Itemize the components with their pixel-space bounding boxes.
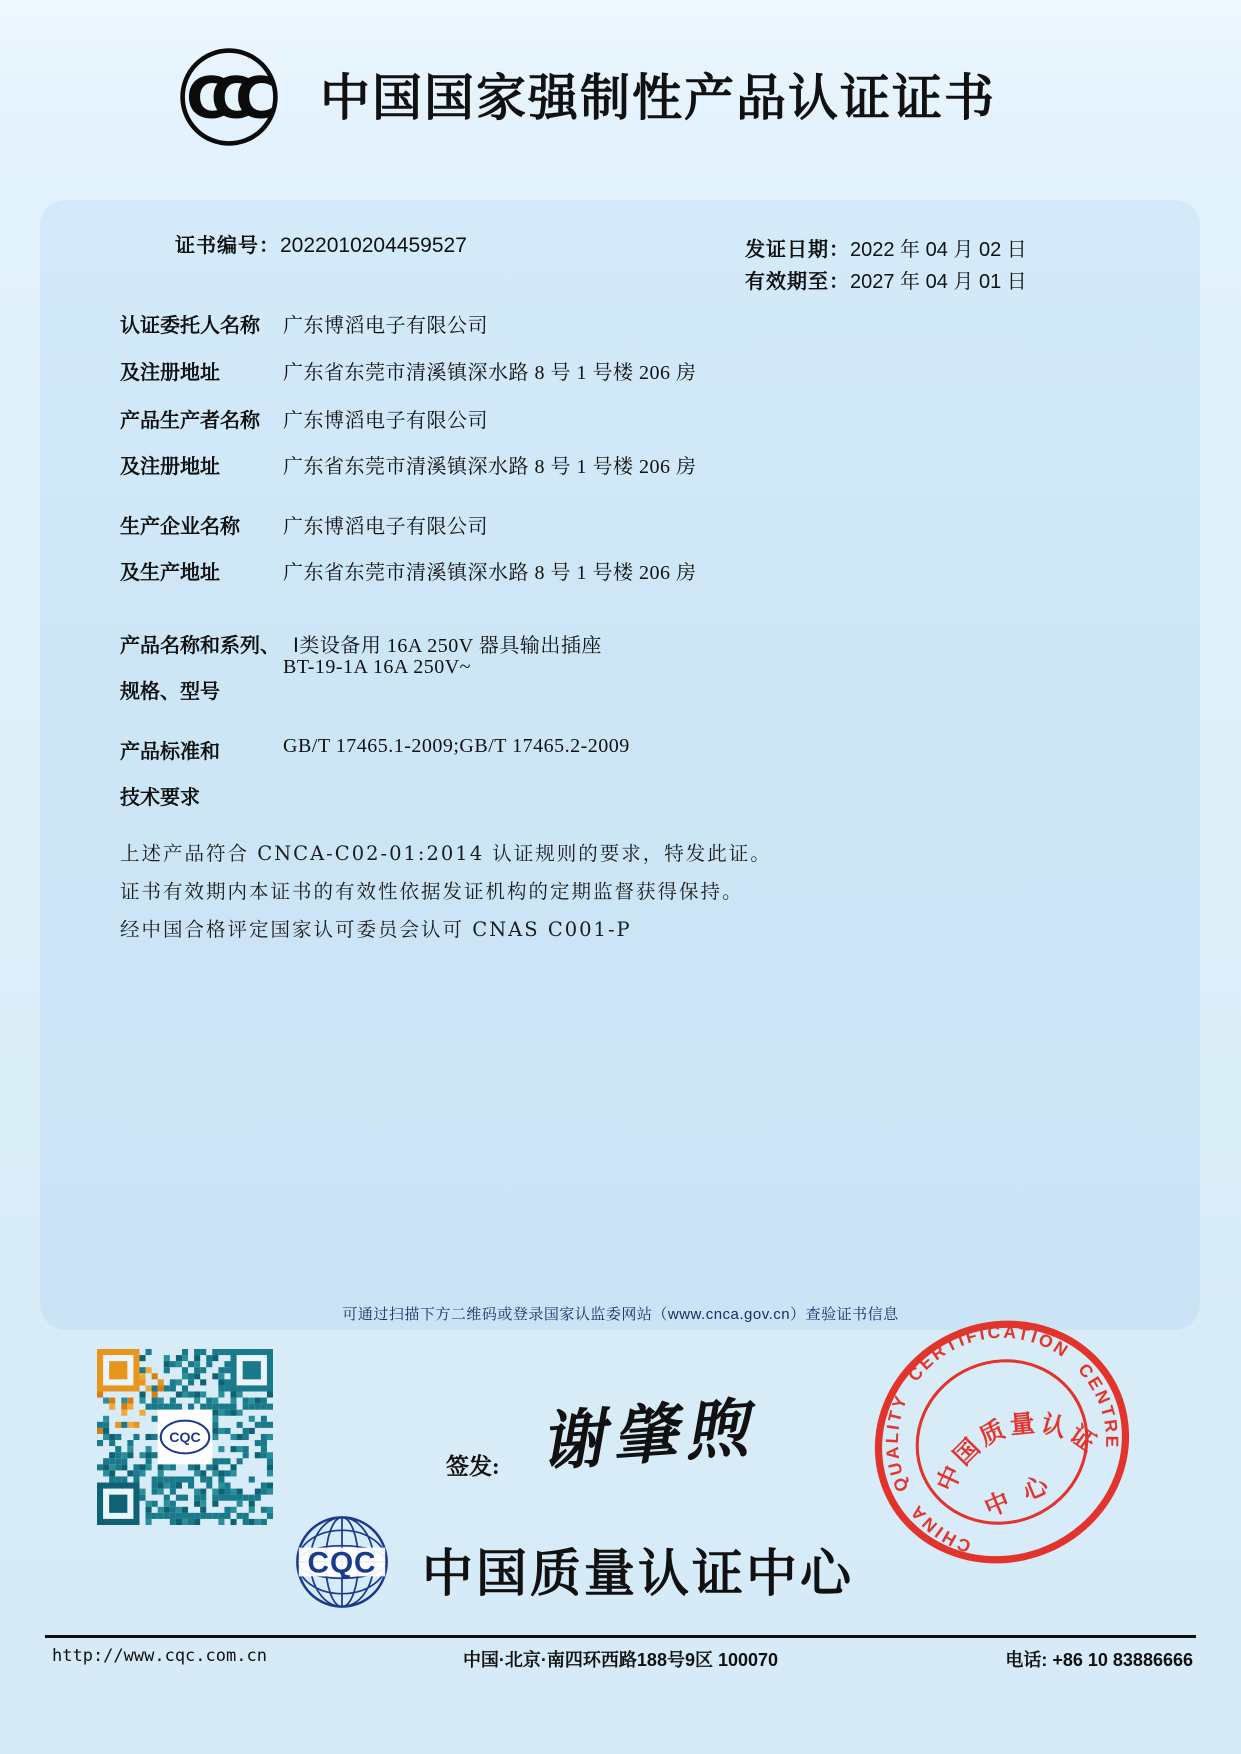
statement-line-2: 证书有效期内本证书的有效性依据发证机构的定期监督获得保持。	[120, 880, 744, 903]
ccc-logo-letters: CCC	[186, 65, 260, 132]
applicant-name-label: 认证委托人名称	[120, 315, 260, 337]
issue-date-value: 2022 年 04 月 02 日	[850, 239, 1027, 261]
manufacturer-address-label: 及生产地址	[120, 562, 220, 584]
signature: 谢肇煦	[538, 1390, 759, 1481]
verify-hint: 可通过扫描下方二维码或登录国家认监委网站（www.cnca.gov.cn）查验证书信息	[342, 1306, 899, 1323]
manufacturer-name-value: 广东博滔电子有限公司	[283, 516, 488, 538]
seal-chinese-text: 中国质量认证	[930, 1407, 1105, 1496]
issue-date-row	[745, 233, 1027, 262]
applicant-address-label: 及注册地址	[120, 362, 220, 384]
issuer-name: 中国质量认证中心	[422, 1545, 855, 1602]
certificate-number-label: 证书编号：	[175, 235, 280, 257]
producer-address-label: 及注册地址	[120, 456, 220, 478]
seal-english-text: CHINA QUALITY CERTIFICATION CENTRE	[881, 1321, 1123, 1557]
issue-date-label: 发证日期：	[745, 239, 850, 261]
certificate-number	[175, 229, 467, 258]
standard-value: GB/T 17465.1-2009;GB/T 17465.2-2009	[283, 735, 630, 757]
product-name-value: Ⅰ类设备用 16A 250V 器具输出插座	[293, 635, 602, 657]
manufacturer-address-value: 广东省东莞市清溪镇深水路 8 号 1 号楼 206 房	[283, 562, 697, 584]
valid-until-value: 2027 年 04 月 01 日	[850, 271, 1027, 293]
producer-address-value: 广东省东莞市清溪镇深水路 8 号 1 号楼 206 房	[283, 456, 697, 478]
seal-chinese-center: 中心	[980, 1463, 1068, 1523]
svg-text:CQC: CQC	[169, 1430, 201, 1447]
standard-label-line1: 产品标准和	[120, 741, 220, 763]
applicant-name-value: 广东博滔电子有限公司	[283, 315, 488, 337]
statement-line-3: 经中国合格评定国家认可委员会认可 CNAS C001-P	[120, 918, 632, 941]
applicant-address-value: 广东省东莞市清溪镇深水路 8 号 1 号楼 206 房	[283, 362, 697, 384]
footer-website: http://www.cqc.com.cn	[52, 1646, 267, 1666]
issuer-seal	[868, 1316, 1136, 1568]
ccc-logo-icon	[178, 46, 280, 148]
producer-name-label: 产品生产者名称	[120, 410, 260, 432]
footer-phone: 电话: +86 10 83886666	[1005, 1650, 1193, 1670]
standard-label-line2: 技术要求	[120, 787, 200, 809]
cqc-logo-icon	[294, 1514, 390, 1610]
page-title: 中国国家强制性产品认证证书	[320, 70, 996, 126]
footer-divider	[45, 1635, 1196, 1638]
cqc-logo-letters: CQC	[307, 1546, 377, 1580]
certificate-number-value: 2022010204459527	[280, 234, 467, 257]
footer-address: 中国·北京·南四环西路188号9区 100070	[462, 1650, 779, 1670]
manufacturer-name-label: 生产企业名称	[120, 516, 240, 538]
valid-until-label: 有效期至：	[745, 271, 850, 293]
product-name-label-line1: 产品名称和系列、	[120, 635, 280, 657]
product-name-label-line2: 规格、型号	[120, 681, 220, 703]
qr-code	[97, 1349, 273, 1525]
product-model-value: BT-19-1A 16A 250V~	[283, 656, 471, 678]
signed-by-label: 签发:	[446, 1454, 500, 1479]
producer-name-value: 广东博滔电子有限公司	[283, 410, 488, 432]
valid-until-row	[745, 265, 1027, 294]
statement-line-1: 上述产品符合 CNCA-C02-01:2014 认证规则的要求，特发此证。	[120, 842, 772, 865]
